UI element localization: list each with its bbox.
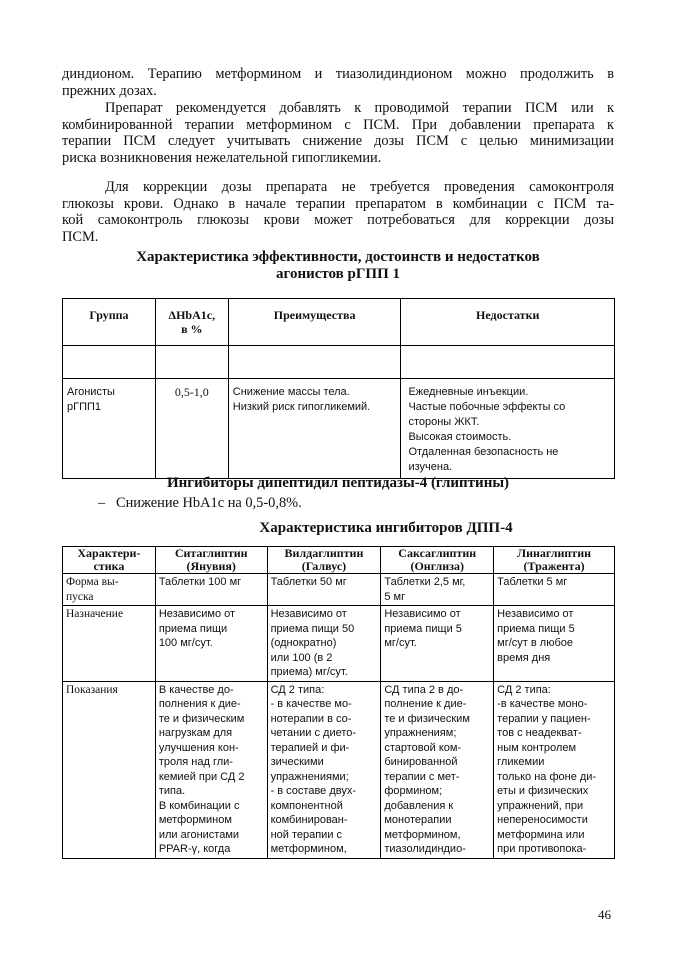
cell-line: терапии у пациен- [497,712,591,725]
table-cell [267,574,381,606]
spacer-cell [401,346,615,379]
header-line: Саксаглиптин [398,546,477,560]
disadvantages-cell [401,379,615,479]
table-spacer-row [63,346,615,379]
text-line: терапии ПСМ следует учитывать снижение дозы ПСМ с целью минимизации [62,133,614,149]
group-cell [63,379,156,479]
table-row [63,606,615,682]
cell-line: кемией при СД 2 [158,770,245,783]
advantages-cell [228,379,401,479]
table-cell [381,681,494,858]
cell-line: или агонистами [158,828,240,841]
cell-line: Высокая стоимость. [408,431,512,443]
dpp4-inhibitors-table [62,546,615,859]
bullet-item [98,495,302,511]
cell-line: Независимо от [270,608,347,620]
table-header-row [63,547,615,574]
cell-line: 100 мг/сут. [158,637,213,649]
cell-line: PPAR-γ, когда [158,843,231,855]
cell-line: (однократно) [270,637,337,649]
cell-line: метформином, [270,843,347,855]
cell-line: компонентной [270,799,343,812]
cell-line: Независимо от [497,608,574,620]
cell-line: Независимо от [384,608,461,620]
header-line: Ситаглиптин [174,546,248,560]
cell-line: мг/сут в любое [497,637,573,649]
table-row [63,379,615,479]
paragraph-1 [62,66,614,99]
glp1-agonists-table [62,298,615,479]
text-line: диндионом. Терапию метформином и тиазолидиндионом можно продолжить в [62,66,614,82]
cell-line: приема пищи 5 [384,622,462,635]
text-line: кой самоконтроль глюкозы крови может потребоваться для коррекции дозы [62,212,614,228]
cell-line: улучшения кон- [158,741,239,754]
text-line: риска возникновения нежелательной гипогликемии. [62,149,382,166]
table-cell [381,574,494,606]
cell-line: метформином, [384,828,461,841]
cell-line: 0,5-1,0 [174,385,209,399]
header-line: (Галвус) [301,559,347,573]
column-header [494,547,615,574]
cell-line: Назначение [66,608,124,620]
cell-line: нотерапии в со- [270,712,352,725]
column-header [267,547,381,574]
cell-line: при противопока- [497,843,587,855]
cell-line: время дня [497,651,551,664]
spacer-cell [63,346,156,379]
cell-line: Агонисты [67,386,115,398]
column-header [381,547,494,574]
cell-line: полнение к дие- [384,698,467,710]
table-cell [155,606,267,682]
cell-line: те и физическим [158,712,245,725]
row-label-cell [63,606,156,682]
header-line: ΔHbA1c, [168,308,216,322]
cell-line: ным контролем [497,741,577,754]
cell-line: Таблетки 5 мг [497,576,568,588]
heading-line: агонистов рГПП 1 [276,266,400,282]
table-row [63,574,615,606]
cell-line: Отдаленная безопасность не [408,446,559,458]
text-line: ПСМ. [62,228,99,245]
cell-line: зическими [270,756,324,768]
cell-line: Ежедневные инъекции. [408,386,529,398]
header-hba1c [155,299,228,346]
cell-line: В комбинации с [158,799,240,812]
header-line: в % [181,322,203,336]
cell-line: - в составе двух- [270,785,357,797]
table-cell [494,606,615,682]
cell-line: формином; [384,785,443,797]
cell-line: приема пищи 5 [497,622,575,635]
hba1c-cell [155,379,228,479]
dpp4-section-heading: Ингибиторы дипептидил пептидазы-4 (глиптины) [166,475,510,491]
cell-line: приема) мг/сут. [270,666,348,678]
header-advantages: Преимущества [228,299,401,346]
header-line: Характери- [77,546,141,560]
cell-line: Таблетки 2,5 мг, [384,576,466,588]
cell-line: полнения к дие- [158,698,241,710]
table-cell [494,681,615,858]
header-group: Группа [63,299,156,346]
header-line: (Янувия) [186,559,236,573]
cell-line: СД типа 2 в до- [384,683,464,696]
cell-line: пуска [66,590,94,603]
cell-line: упражнений, при [497,799,584,812]
text-line: Для коррекции дозы препарата не требуется проведения самоконтроля [105,179,614,195]
paragraph-2 [62,100,614,166]
cell-line: метформином [158,814,232,826]
cell-line: тиазолидиндио- [384,843,466,855]
cell-line: упражнениями; [270,770,349,783]
cell-line: еты и физических [497,785,589,797]
row-label-cell [63,681,156,858]
table-cell [155,574,267,606]
cell-line: В качестве до- [158,683,234,696]
cell-line: нагрузкам для [158,727,233,739]
cell-line: метформина или [497,828,585,841]
cell-line: Форма вы- [66,576,119,588]
cell-line: четании с дието- [270,727,357,739]
text-line: Препарат рекомендуется добавлять к проводимой терапии ПСМ или к [105,100,614,116]
cell-line: монотерапии [384,814,452,826]
paragraph-3 [62,179,614,245]
cell-line: - в качестве мо- [270,698,352,710]
cell-line: непереносимости [497,814,588,826]
column-header [63,547,156,574]
cell-line: комбинирован- [270,814,348,826]
cell-line: бинированной [384,756,458,768]
table2-heading: Характеристика ингибиторов ДПП-4 [259,520,513,536]
bullet-text: Снижение HbA1c на 0,5-0,8%. [116,495,302,511]
header-line: (Онглиза) [410,559,465,573]
table-header-row [63,299,615,346]
text-line: комбинированной терапии метформином с ПСМ. При добавлении препарата к [62,116,614,133]
cell-line: Снижение массы тела. [232,386,350,398]
table-cell [267,606,381,682]
heading-line: Характеристика эффективности, достоинств и недостатков [136,249,540,265]
cell-line: ной терапии с [270,828,343,841]
header-line: Вилдаглиптин [284,546,364,560]
cell-line: 5 мг [384,590,406,603]
cell-line: стороны ЖКТ. [408,416,480,428]
cell-line: Независимо от [158,608,236,620]
cell-line: терапии с мет- [384,770,460,783]
text-line: прежних дозах. [62,82,157,99]
cell-line: изучена. [408,461,453,473]
cell-line: Таблетки 50 мг [270,576,347,588]
table1-heading [62,249,614,283]
row-label-cell [63,574,156,606]
cell-line: СД 2 типа: [270,683,325,696]
cell-line: Показания [66,683,118,696]
header-line: Линаглиптин [517,546,592,560]
table-cell [494,574,615,606]
dash-marker: – [98,495,106,511]
cell-line: или 100 (в 2 [270,651,333,664]
header-line: (Тражента) [523,559,585,573]
cell-line: упражнениям; [384,727,457,739]
cell-line: -в качестве моно- [497,698,588,710]
cell-line: приема пищи [158,622,228,635]
cell-line: добавления к [384,799,454,812]
cell-line: Частые побочные эффекты со [408,401,566,413]
cell-line: тов с неадекват- [497,727,582,739]
cell-line: Таблетки 100 мг [158,576,242,588]
spacer-cell [228,346,401,379]
page-number: 46 [598,907,611,922]
cell-line: терапией и фи- [270,741,350,754]
text-line: глюкозы крови. Однако в начале терапии препаратом в комбинации с ПСМ та- [62,195,614,212]
cell-line: типа. [158,785,186,797]
cell-line: Низкий риск гипогликемий. [232,401,371,413]
cell-line: те и физическим [384,712,470,725]
cell-line: приема пищи 50 [270,622,355,635]
column-header [155,547,267,574]
table-cell [381,606,494,682]
cell-line: только на фоне ди- [497,770,597,783]
header-line: стика [93,559,125,573]
cell-line: рГПП1 [67,401,102,413]
cell-line: мг/сут. [384,637,417,649]
table-row [63,681,615,858]
table-cell [267,681,381,858]
cell-line: троля над гли- [158,756,233,768]
header-disadvantages: Недостатки [401,299,615,346]
cell-line: стартовой ком- [384,741,462,754]
cell-line: СД 2 типа: [497,683,551,696]
cell-line: гликемии [497,756,545,768]
spacer-cell [155,346,228,379]
table-cell [155,681,267,858]
